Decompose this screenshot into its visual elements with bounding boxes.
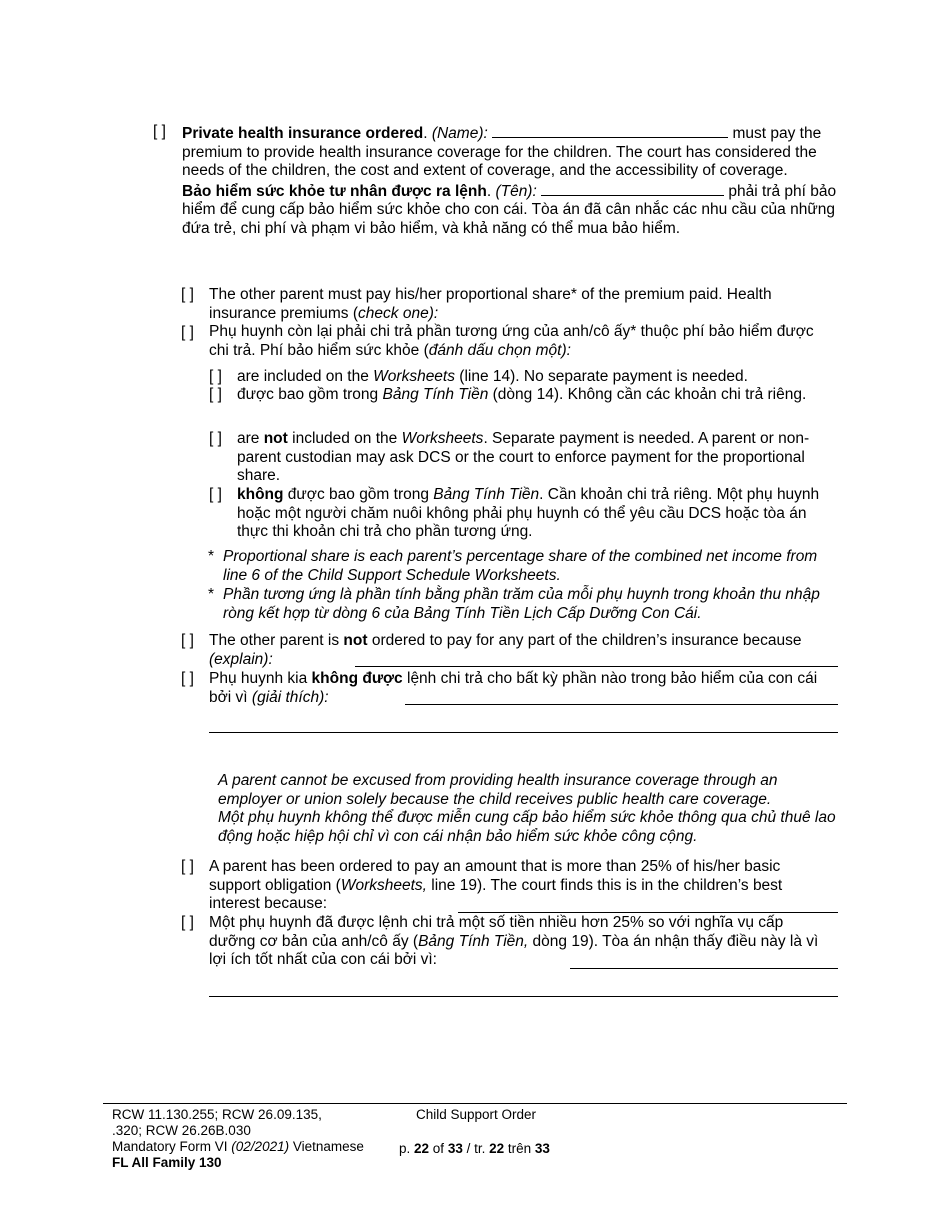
proportional-share-en: The other parent must pay his/her proportional share* of the premium paid. Health insurance premiums (check one): [209,286,772,322]
warning-vi: Một phụ huynh không thể được miễn cung cấp bảo hiểm sức khỏe thông qua chủ thuê lao động hoặc hiệp hội chỉ vì con cái nhận bảo hiểm sức khỏe công cộng. [218,809,836,845]
not-ordered-checkbox[interactable]: [ ] [181,632,194,649]
footer-citation [112,1107,402,1171]
included-checkbox-vi[interactable]: [ ] [209,386,222,403]
private-insurance-title-vi: Bảo hiểm sức khỏe tư nhân được ra lệnh [182,182,487,200]
explain-input-line-2[interactable] [405,704,838,705]
footer-rcw-line-2: .320; RCW 26.26B.030 [112,1123,251,1138]
must-pay-text: must pay [732,125,796,142]
note-star: * [208,548,215,565]
private-insurance-section [153,123,843,283]
over-25-checkbox[interactable]: [ ] [181,858,194,875]
explain-input-line-3[interactable] [209,732,838,733]
included-option [209,368,809,426]
not-included-checkbox-vi[interactable]: [ ] [209,486,222,503]
not-ordered-section [181,632,841,742]
private-insurance-vi: Bảo hiểm sức khỏe tư nhân được ra lệnh. (Tên): phải trả phí bảo hiểm để cung cấp bảo hiểm sức khỏe cho con cái. Tòa án đã cân nhắc các nhu cầu của những đứa trẻ, chi phí và phạm vi bảo hiểm, và khả năng có thể mua bảo hiểm. [182,182,837,237]
proportional-share-vi: Phụ huynh còn lại phải chi trả phần tương ứng của anh/cô ấy* thuộc phí bảo hiểm được chi trả. Phí bảo hiểm sức khỏe (đánh dấu chọn một): [209,323,814,359]
private-insurance-rest: the premium to provide health insurance coverage for the children. The court has considered the needs of the children, the cost and extent of coverage, and the accessibility of coverage. [182,125,822,180]
over-25-en: A parent has been ordered to pay an amount that is more than 25% of his/her basic support obligation (Worksheets, line 19). The court finds this is in the children’s best interest because: [209,858,783,913]
proportional-share-note [208,548,828,624]
public-coverage-warning [218,772,840,848]
private-insurance-text [182,123,843,239]
not-ordered-checkbox-vi[interactable]: [ ] [181,670,194,687]
reason-input-line-3[interactable] [209,996,838,997]
private-insurance-en: Private health insurance ordered. (Name): must pay the premium to provide health insurance coverage for the children. The court has considered the needs of the children, the cost and extent of coverage, and the accessibility of coverage. [182,125,822,180]
private-insurance-checkbox[interactable]: [ ] [153,123,166,140]
footer-rcw-line-1: RCW 11.130.255; RCW 26.09.135, [112,1107,322,1122]
not-ordered-vi: Phụ huynh kia không được lệnh chi trả cho bất kỳ phần nào trong bảo hiểm của con cái bởi vì (giải thích): [209,670,818,706]
included-vi: được bao gồm trong Bảng Tính Tiền (dòng 14). Không cần các khoản chi trả riêng. [237,386,807,403]
reason-input-line-1[interactable] [458,912,838,913]
not-included-option [209,430,835,548]
over-25-percent-section [181,858,821,978]
name-label-vi: (Tên): [495,182,537,200]
private-insurance-rest-vi: phí bảo hiểm để cung cấp bảo hiểm sức khỏe cho con cái. Tòa án đã cân nhắc các nhu cầu của những đứa trẻ, chi phí và phạm vi bảo hiểm, và khả năng có thể mua bảo hiểm. [182,182,837,237]
name-label: (Name): [431,125,488,142]
included-en: are included on the Worksheets (line 14). No separate payment is needed. [237,368,748,385]
not-included-checkbox[interactable]: [ ] [209,430,222,447]
reason-input-line-2[interactable] [570,968,838,969]
footer-doc-title: Child Support Order [416,1107,537,1122]
not-included-vi: không được bao gồm trong Bảng Tính Tiền. Cần khoản chi trả riêng. Một phụ huynh hoặc một người chăm nuôi không phải phụ huynh có thể yêu cầu DCS hoặc tòa án thực thi khoản chi trả cho phần tương ứng. [237,486,820,541]
must-pay-text-vi: phải trả [728,182,781,200]
over-25-checkbox-vi[interactable]: [ ] [181,914,194,931]
explain-input-line-1[interactable] [355,666,838,667]
name-input[interactable] [492,123,728,138]
proportional-share-checkbox-vi[interactable]: [ ] [181,324,194,341]
private-insurance-title: Private health insurance ordered [182,125,424,142]
note-en: Proportional share is each parent’s percentage share of the combined net income from line 6 of the Child Support Schedule Worksheets. [223,548,818,584]
included-checkbox[interactable]: [ ] [209,368,222,385]
proportional-share-checkbox[interactable]: [ ] [181,286,194,303]
name-input-vi[interactable] [541,181,724,196]
footer-rule [103,1103,847,1104]
not-ordered-en: The other parent is not ordered to pay for any part of the children’s insurance because (explain): [209,632,802,668]
footer-page-number: p. 22 of 33 / tr. 22 trên 33 [399,1141,550,1156]
proportional-share-section [181,286,831,362]
footer-form-id: FL All Family 130 [112,1155,222,1170]
over-25-vi: Một phụ huynh đã được lệnh chi trả một số tiền nhiều hơn 25% so với nghĩa vụ cấp dưỡng cơ bản của anh/cô ấy (Bảng Tính Tiền, dòng 19). Tòa án nhận thấy điều này là vì lợi ích tốt nhất của con cái bởi vì: [209,914,819,969]
not-included-en: are not included on the Worksheets. Separate payment is needed. A parent or non-parent custodian may ask DCS or the court to enforce payment for the proportional share. [237,430,810,485]
warning-en: A parent cannot be excused from providing health insurance coverage through an employer or union solely because the child receives public health care coverage. [218,772,778,808]
footer-form-name: Mandatory Form VI (02/2021) Vietnamese [112,1139,364,1154]
note-star-vi: * [208,586,215,603]
note-vi: Phần tương ứng là phần tính bằng phần trăm của mỗi phụ huynh trong khoản thu nhập ròng kết hợp từ dòng 6 của Bảng Tính Tiền Lịch Cấp Dưỡng Con Cái. [223,586,820,622]
